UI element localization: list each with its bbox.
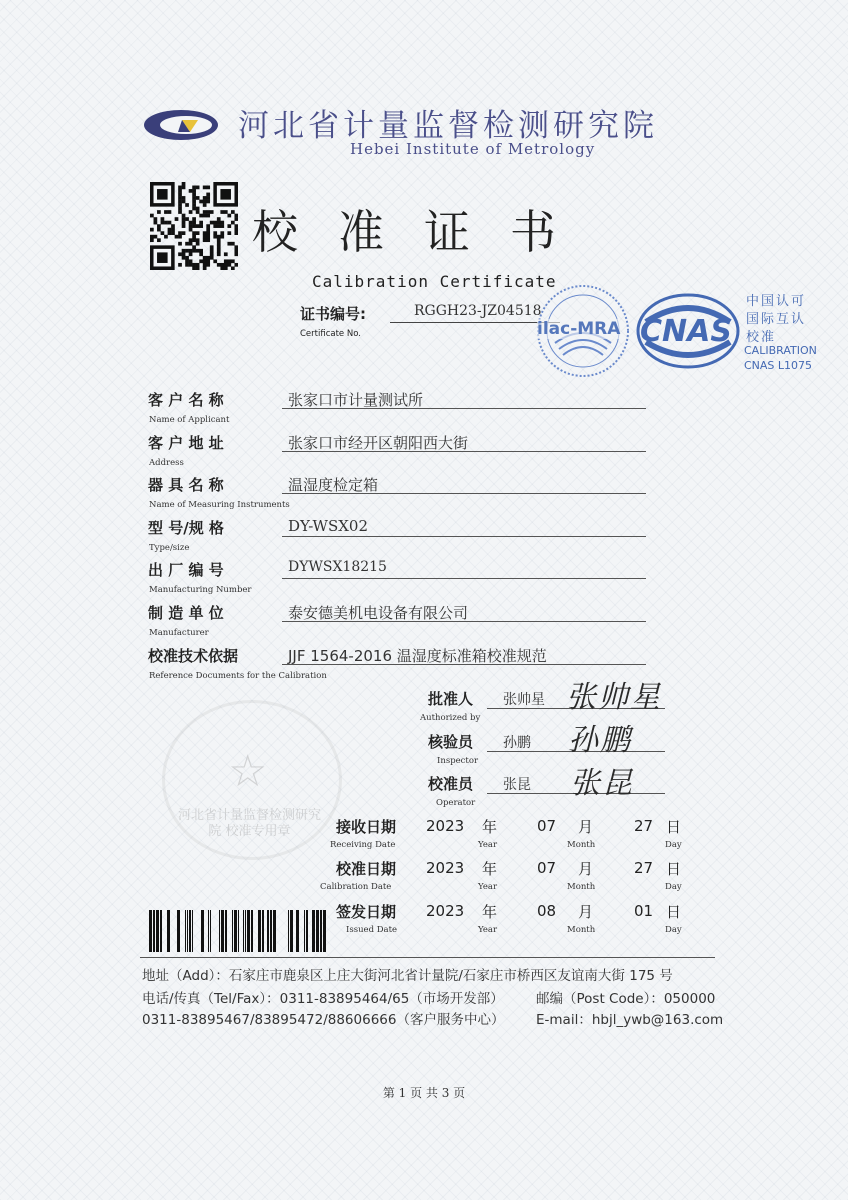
applicant-underline xyxy=(282,408,646,409)
cnas-line-5: CNAS L1075 xyxy=(744,359,813,372)
cnas-logo-text: CNAS xyxy=(640,314,732,349)
instrument-name-underline xyxy=(282,493,646,494)
operator-name: 张昆 xyxy=(503,777,531,793)
receiving-year-unit-en: Year xyxy=(478,840,498,850)
reference-underline xyxy=(282,664,646,665)
issued-month: 08 xyxy=(537,902,557,920)
calibration-year-unit-en: Year xyxy=(478,882,498,892)
calibration-month-unit-en: Month xyxy=(567,882,596,892)
receiving-month-unit-en: Month xyxy=(567,840,596,850)
issued-day: 01 xyxy=(634,902,654,920)
inspector-signature: 孙鹏 xyxy=(568,723,632,758)
inspector-name: 孙鹏 xyxy=(503,735,531,751)
seal-star-icon: ☆ xyxy=(228,746,268,797)
receiving-month: 07 xyxy=(537,817,557,835)
issued-month-unit-en: Month xyxy=(567,925,596,935)
reference-value: JJF 1564-2016 温湿度标准箱校准规范 xyxy=(288,647,547,665)
footer-email: E-mail：hbjl_ywb@163.com xyxy=(536,1012,724,1028)
certificate-title-en: Calibration Certificate xyxy=(312,272,557,291)
manufacturer-underline xyxy=(282,621,646,622)
calibration-date-label: 校准日期 xyxy=(336,860,397,878)
calibration-day: 27 xyxy=(634,859,654,877)
manufacturer-label: 制 造 单 位 xyxy=(148,604,224,622)
manufacturer-label-en: Manufacturer xyxy=(149,628,209,638)
issued-year-unit-en: Year xyxy=(478,925,498,935)
institute-logo xyxy=(142,108,220,142)
issued-year: 2023 xyxy=(426,902,465,920)
cnas-line-1: 中国认可 xyxy=(746,294,807,309)
approver-name: 张帅星 xyxy=(503,692,545,708)
operator-label-en: Operator xyxy=(436,798,476,808)
issued-date-label-en: Issued Date xyxy=(346,925,398,935)
cnas-line-3: 校准 xyxy=(746,330,777,345)
certificate-number: RGGH23-JZ04518 xyxy=(414,303,542,319)
calibration-month: 07 xyxy=(537,859,557,877)
type-size-label: 型 号/规 格 xyxy=(148,519,224,537)
applicant-label-en: Name of Applicant xyxy=(149,415,230,425)
address-label: 客 户 地 址 xyxy=(148,434,224,452)
calibration-date-label-en: Calibration Date xyxy=(320,882,392,892)
serial-number-label: 出 厂 编 号 xyxy=(148,561,224,579)
seal-text: 河北省计量监督检测研究院 校准专用章 xyxy=(177,808,321,839)
calibration-year-unit: 年 xyxy=(482,860,498,878)
qr-code xyxy=(150,182,238,270)
issued-month-unit: 月 xyxy=(578,903,594,921)
approver-signature: 张帅星 xyxy=(566,680,662,715)
footer-address: 地址（Add）：石家庄市鹿泉区上庄大街河北省计量院/石家庄市桥西区友谊南大街 175 号 xyxy=(142,968,673,984)
institute-name-cn: 河北省计量监督检测研究院 xyxy=(238,108,658,144)
serial-number-underline xyxy=(282,578,646,579)
ilac-mra-logo xyxy=(535,283,631,379)
operator-signature: 张昆 xyxy=(570,766,634,801)
footer-phone: 电话/传真（Tel/Fax）：0311-83895464/65（市场开发部） xyxy=(142,991,504,1007)
instrument-name-value: 温湿度检定箱 xyxy=(288,476,379,494)
receiving-month-unit: 月 xyxy=(578,818,594,836)
calibration-day-unit-en: Day xyxy=(665,882,682,892)
approver-label-en: Authorized by xyxy=(420,713,481,723)
address-underline xyxy=(282,451,646,452)
applicant-label: 客 户 名 称 xyxy=(148,391,224,409)
instrument-name-label-en: Name of Measuring Instruments xyxy=(149,500,290,510)
cnas-logo xyxy=(636,292,740,370)
serial-number-label-en: Manufacturing Number xyxy=(149,585,252,595)
issued-year-unit: 年 xyxy=(482,903,498,921)
footer-divider xyxy=(140,957,715,958)
official-seal xyxy=(162,700,342,860)
certificate-number-label: 证书编号: xyxy=(300,305,366,323)
manufacturer-value: 泰安德美机电设备有限公司 xyxy=(288,604,469,622)
institute-name-en: Hebei Institute of Metrology xyxy=(350,140,596,158)
issued-day-unit: 日 xyxy=(666,903,682,921)
certificate-title: 校准证书 xyxy=(252,205,596,259)
receiving-day-unit: 日 xyxy=(666,818,682,836)
issued-day-unit-en: Day xyxy=(665,925,682,935)
type-size-underline xyxy=(282,536,646,537)
reference-label-en: Reference Documents for the Calibration xyxy=(149,671,327,681)
address-label-en: Address xyxy=(149,458,184,468)
footer-phone-service: 0311-83895467/83895472/88606666（客户服务中心） xyxy=(142,1012,505,1028)
receiving-year-unit: 年 xyxy=(482,818,498,836)
serial-number-value: DYWSX18215 xyxy=(288,559,387,575)
ilac-mra-text: ilac-MRA xyxy=(537,319,621,339)
approver-label: 批准人 xyxy=(428,690,474,708)
instrument-name-label: 器 具 名 称 xyxy=(148,476,224,494)
operator-label: 校准员 xyxy=(428,775,474,793)
type-size-label-en: Type/size xyxy=(149,543,190,553)
issued-date-label: 签发日期 xyxy=(336,903,397,921)
type-size-value: DY-WSX02 xyxy=(288,517,368,535)
receiving-date-label: 接收日期 xyxy=(336,818,397,836)
applicant-value: 张家口市计量测试所 xyxy=(288,391,424,409)
calibration-month-unit: 月 xyxy=(578,860,594,878)
cnas-line-2: 国际互认 xyxy=(746,312,807,327)
reference-label: 校准技术依据 xyxy=(148,647,239,665)
footer-postcode: 邮编（Post Code）：050000 xyxy=(536,991,716,1007)
address-value: 张家口市经开区朝阳西大街 xyxy=(288,434,469,452)
barcode xyxy=(140,910,330,952)
calibration-year: 2023 xyxy=(426,859,465,877)
certificate-number-label-en: Certificate No. xyxy=(300,329,361,339)
cnas-line-4: CALIBRATION xyxy=(744,344,817,357)
receiving-year: 2023 xyxy=(426,817,465,835)
receiving-day-unit-en: Day xyxy=(665,840,682,850)
inspector-label: 核验员 xyxy=(428,733,474,751)
inspector-label-en: Inspector xyxy=(437,756,479,766)
receiving-day: 27 xyxy=(634,817,654,835)
calibration-day-unit: 日 xyxy=(666,860,682,878)
page-number: 第 1 页 共 3 页 xyxy=(382,1086,466,1100)
receiving-date-label-en: Receiving Date xyxy=(330,840,396,850)
